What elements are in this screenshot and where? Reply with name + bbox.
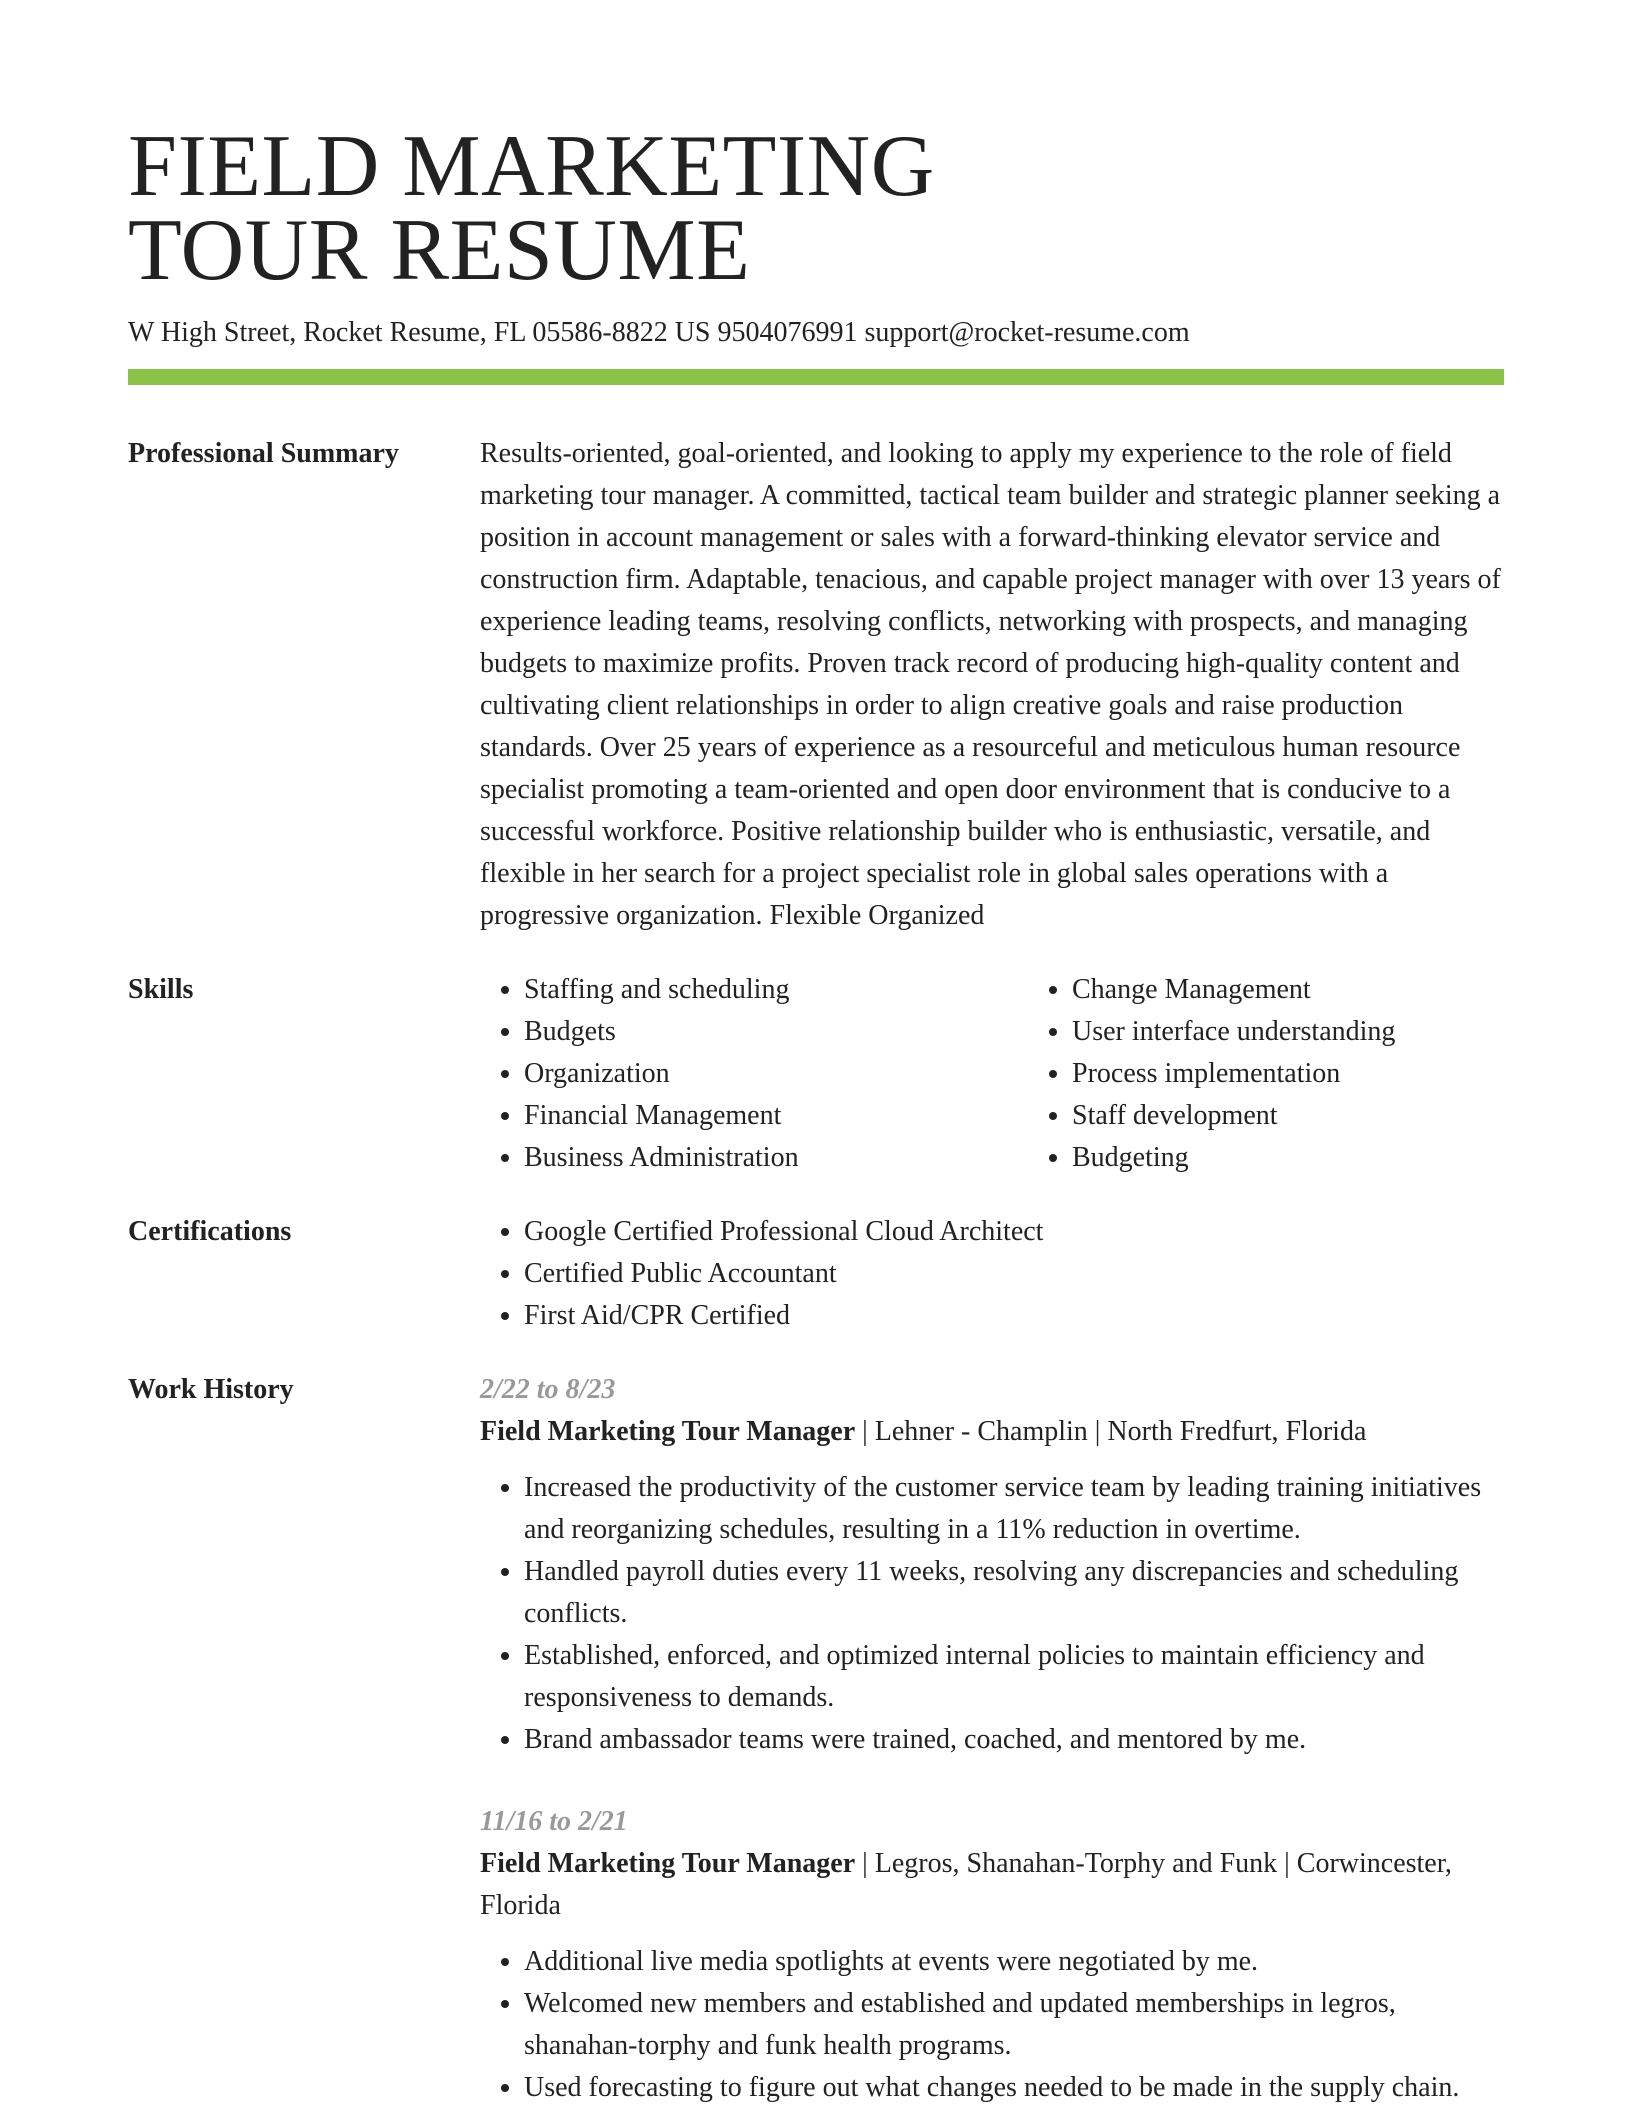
work-history-section bbox=[128, 1369, 1504, 2109]
skill-item: • Staffing and scheduling bbox=[524, 969, 1028, 1011]
job-details: | Lehner - Champlin | North Fredfurt, Florida bbox=[855, 1416, 1367, 1447]
job-title: Field Marketing Tour Manager bbox=[480, 1848, 856, 1879]
job-dates: 11/16 to 2/21 bbox=[480, 1806, 628, 1837]
skill-item: • Process implementation bbox=[1072, 1053, 1576, 1095]
certification-item: • Certified Public Accountant bbox=[524, 1253, 1504, 1295]
professional-summary-section bbox=[128, 433, 1504, 937]
title-line-2: TOUR RESUME bbox=[128, 202, 751, 299]
certifications-section bbox=[128, 1211, 1504, 1337]
certifications-list bbox=[480, 1211, 1504, 1337]
job-heading bbox=[480, 1411, 1504, 1453]
header-divider bbox=[128, 369, 1504, 385]
title-line-1: FIELD MARKETING bbox=[128, 118, 935, 215]
skill-item: • User interface understanding bbox=[1072, 1011, 1576, 1053]
job-bullet: • Increased the productivity of the customer service team by leading training initiatives and reorganizing schedules, resulting in a 11% reduction in overtime. bbox=[524, 1467, 1504, 1551]
job-bullet: • Additional live media spotlights at events were negotiated by me. bbox=[524, 1941, 1504, 1983]
skill-item: • Change Management bbox=[1072, 969, 1576, 1011]
job-bullet: • Established, enforced, and optimized internal policies to maintain efficiency and responsiveness to demands. bbox=[524, 1635, 1504, 1719]
skill-item: • Budgets bbox=[524, 1011, 1028, 1053]
section-label: Skills bbox=[128, 974, 194, 1005]
job-title: Field Marketing Tour Manager bbox=[480, 1416, 856, 1447]
skill-item: • Financial Management bbox=[524, 1095, 1028, 1137]
skill-item: • Organization bbox=[524, 1053, 1028, 1095]
skills-list-left bbox=[480, 969, 1028, 1179]
resume-header bbox=[128, 118, 1504, 385]
section-label: Certifications bbox=[128, 1216, 292, 1247]
skill-item: • Staff development bbox=[1072, 1095, 1576, 1137]
skill-item: • Business Administration bbox=[524, 1137, 1028, 1179]
certification-item: • First Aid/CPR Certified bbox=[524, 1295, 1504, 1337]
skills-section bbox=[128, 969, 1504, 1179]
contact-info: W High Street, Rocket Resume, FL 05586-8822 US 9504076991 support@rocket-resume.com bbox=[128, 317, 1190, 348]
certification-item: • Google Certified Professional Cloud Architect bbox=[524, 1211, 1504, 1253]
section-label: Work History bbox=[128, 1374, 294, 1405]
job-entry bbox=[480, 1369, 1504, 1761]
job-bullets bbox=[480, 1941, 1504, 2109]
job-bullet: • Brand ambassador teams were trained, coached, and mentored by me. bbox=[524, 1719, 1504, 1761]
job-entry bbox=[480, 1801, 1504, 2109]
job-bullets bbox=[480, 1467, 1504, 1761]
job-dates: 2/22 to 8/23 bbox=[480, 1374, 616, 1405]
job-bullet: • Handled payroll duties every 11 weeks, resolving any discrepancies and scheduling conflicts. bbox=[524, 1551, 1504, 1635]
job-heading bbox=[480, 1843, 1504, 1927]
work-history-content bbox=[480, 1369, 1504, 2109]
job-bullet: • Welcomed new members and established and updated memberships in legros, shanahan-torphy and funk health programs. bbox=[524, 1983, 1504, 2067]
summary-text: Results-oriented, goal-oriented, and looking to apply my experience to the role of field marketing tour manager. A committed, tactical team builder and strategic planner seeking a position in account management or sales with a forward-thinking elevator service and construction firm. Adaptable, tenacious, and capable project manager with over 13 years of experience leading teams, resolving conflicts, networking with prospects, and managing budgets to maximize profits. Proven track record of producing high-quality content and cultivating client relationships in order to align creative goals and raise production standards. Over 25 years of experience as a resourceful and meticulous human resource specialist promoting a team-oriented and open door environment that is conducive to a successful workforce. Positive relationship builder who is enthusiastic, versatile, and flexible in her search for a project specialist role in global sales operations with a progressive organization. Flexible Organized bbox=[480, 438, 1501, 931]
skill-item: • Budgeting bbox=[1072, 1137, 1576, 1179]
job-details: | Legros, Shanahan-Torphy and Funk | Corwincester, Florida bbox=[480, 1848, 1452, 1921]
section-label: Professional Summary bbox=[128, 438, 399, 469]
skills-list-right bbox=[1028, 969, 1576, 1179]
skills-columns bbox=[480, 969, 1576, 1179]
certifications-content bbox=[480, 1211, 1504, 1337]
job-bullet: • Used forecasting to figure out what changes needed to be made in the supply chain. bbox=[524, 2067, 1504, 2109]
resume-title bbox=[128, 118, 1504, 299]
